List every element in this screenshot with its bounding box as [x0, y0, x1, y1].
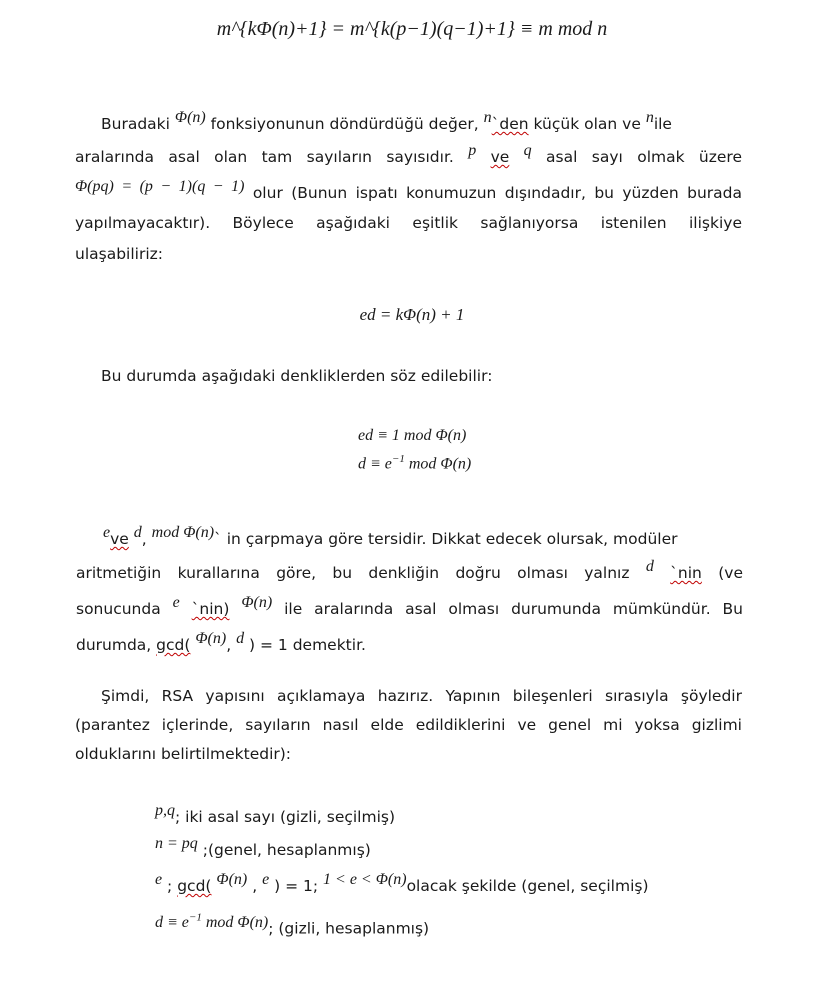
- text: (ve: [718, 564, 743, 582]
- phi-n-formula: Φ(n): [216, 871, 248, 888]
- exponent: −1: [391, 453, 405, 465]
- phi-pq-formula: Φ(pq) = (p − 1)(q − 1): [75, 178, 245, 195]
- e-var: e: [172, 594, 180, 611]
- e-var: e: [262, 871, 270, 888]
- text: `nin: [670, 564, 702, 582]
- text: `nin): [191, 600, 230, 618]
- q-var: q: [523, 142, 532, 159]
- para3-line1: [103, 524, 678, 549]
- text: fonksiyonunun döndürdüğü değer,: [210, 115, 479, 133]
- gcd-text: gcd(: [177, 877, 212, 895]
- text: yapılmayacaktır). Böylece aşağıdaki eşitlik sağlanıyorsa istenilen ilişkiye: [75, 214, 742, 232]
- d-var: d: [133, 524, 142, 541]
- text: küçük olan ve: [533, 115, 641, 133]
- text: mod Φ(n): [404, 455, 472, 473]
- congruence-1-text: ed ≡ 1 mod Φ(n): [358, 427, 467, 444]
- list-item-n: [155, 835, 371, 860]
- exponent: −1: [188, 912, 202, 924]
- text: ulaşabiliriz:: [75, 245, 163, 263]
- text: asal sayı olmak üzere: [546, 148, 742, 166]
- text: ) = 1 demektir.: [249, 636, 366, 654]
- para2: [101, 367, 492, 385]
- para1-line2: [75, 142, 742, 167]
- para3-line4: [76, 630, 366, 655]
- n-var: n: [483, 109, 492, 126]
- para1-line5: [75, 245, 163, 263]
- text: ,: [252, 877, 258, 895]
- n-formula: n = pq: [155, 835, 198, 852]
- list-item-pq: [155, 802, 396, 827]
- para1-line3: [75, 178, 742, 203]
- phi-n-formula: Φ(n): [174, 109, 206, 126]
- text: ve: [490, 148, 510, 166]
- text: mod Φ(n): [201, 914, 269, 932]
- phi-n-formula: Φ(n): [195, 630, 227, 647]
- text: aritmetiğin kurallarına göre, bu denkliğin doğru olması yalnız: [76, 564, 630, 582]
- e-var: e: [103, 524, 111, 541]
- text: olacak şekilde (genel, seçilmiş): [406, 877, 649, 895]
- top-equation-text: m^{kΦ(n)+1} = m^{k(p−1)(q−1)+1} ≡ m mod n: [216, 18, 608, 40]
- para3-line2: [76, 558, 743, 583]
- text: ; (gizli, hesaplanmış): [268, 919, 430, 938]
- text: ,: [141, 530, 147, 548]
- text: d ≡ e: [358, 455, 392, 473]
- ed-equation-text: ed = kΦ(n) + 1: [359, 305, 465, 324]
- para1-line4: [75, 214, 742, 232]
- text: ,: [226, 636, 232, 654]
- top-equation: [0, 18, 824, 41]
- congruence-1: [358, 427, 466, 445]
- congruence-2: [358, 453, 471, 473]
- ed-equation: [0, 305, 824, 325]
- text: aralarında asal olan tam sayıların sayısıdır.: [75, 148, 454, 166]
- text: `den: [491, 115, 529, 133]
- text: ) = 1;: [274, 877, 319, 895]
- text: ; iki asal sayı (gizli, seçilmiş): [175, 808, 396, 826]
- phi-n-formula: Φ(n): [241, 594, 273, 611]
- text: ;: [167, 877, 173, 895]
- text: olur (Bunun ispatı konumuzun dışındadır, bu yüzden burada: [252, 184, 742, 202]
- list-item-e: [155, 871, 649, 896]
- mod-phi-formula: mod Φ(n): [151, 524, 215, 541]
- para1-line1: [101, 109, 672, 134]
- d-formula: [155, 914, 268, 931]
- text: d ≡ e: [155, 914, 189, 932]
- pq-vars: p,q: [155, 802, 175, 819]
- d-var: d: [645, 558, 654, 575]
- list-item-d: [155, 912, 430, 938]
- para3-line3: [76, 594, 744, 619]
- text: in çarpmaya göre tersidir. Dikkat edecek olursak, modüler: [226, 530, 678, 548]
- para4: [75, 682, 742, 769]
- p-var: p: [468, 142, 477, 159]
- text: ve: [110, 530, 129, 548]
- e-range-formula: 1 < e < Φ(n): [323, 871, 407, 888]
- text: `: [214, 530, 222, 548]
- text: durumda,: [76, 636, 152, 654]
- n-var: n: [645, 109, 654, 126]
- text: ;(genel, hesaplanmış): [202, 841, 371, 859]
- d-var: d: [236, 630, 245, 647]
- gcd-text: gcd(: [156, 636, 191, 654]
- text: Şimdi, RSA yapısını açıklamaya hazırız. Yapının bileşenleri sırasıyla şöyledir (parantez içlerinde, sayıların nasıl elde edildiklerini ve genel mi yoksa gizlimi olduklarını belirtilmektedir):: [75, 687, 742, 763]
- text: ile aralarında asal olması durumunda mümkündür. Bu: [284, 600, 744, 618]
- text: Buradaki: [101, 115, 170, 133]
- text: Bu durumda aşağıdaki denkliklerden söz edilebilir:: [101, 367, 493, 385]
- e-var: e: [155, 871, 163, 888]
- text: ile: [653, 115, 672, 133]
- text: sonucunda: [76, 600, 161, 618]
